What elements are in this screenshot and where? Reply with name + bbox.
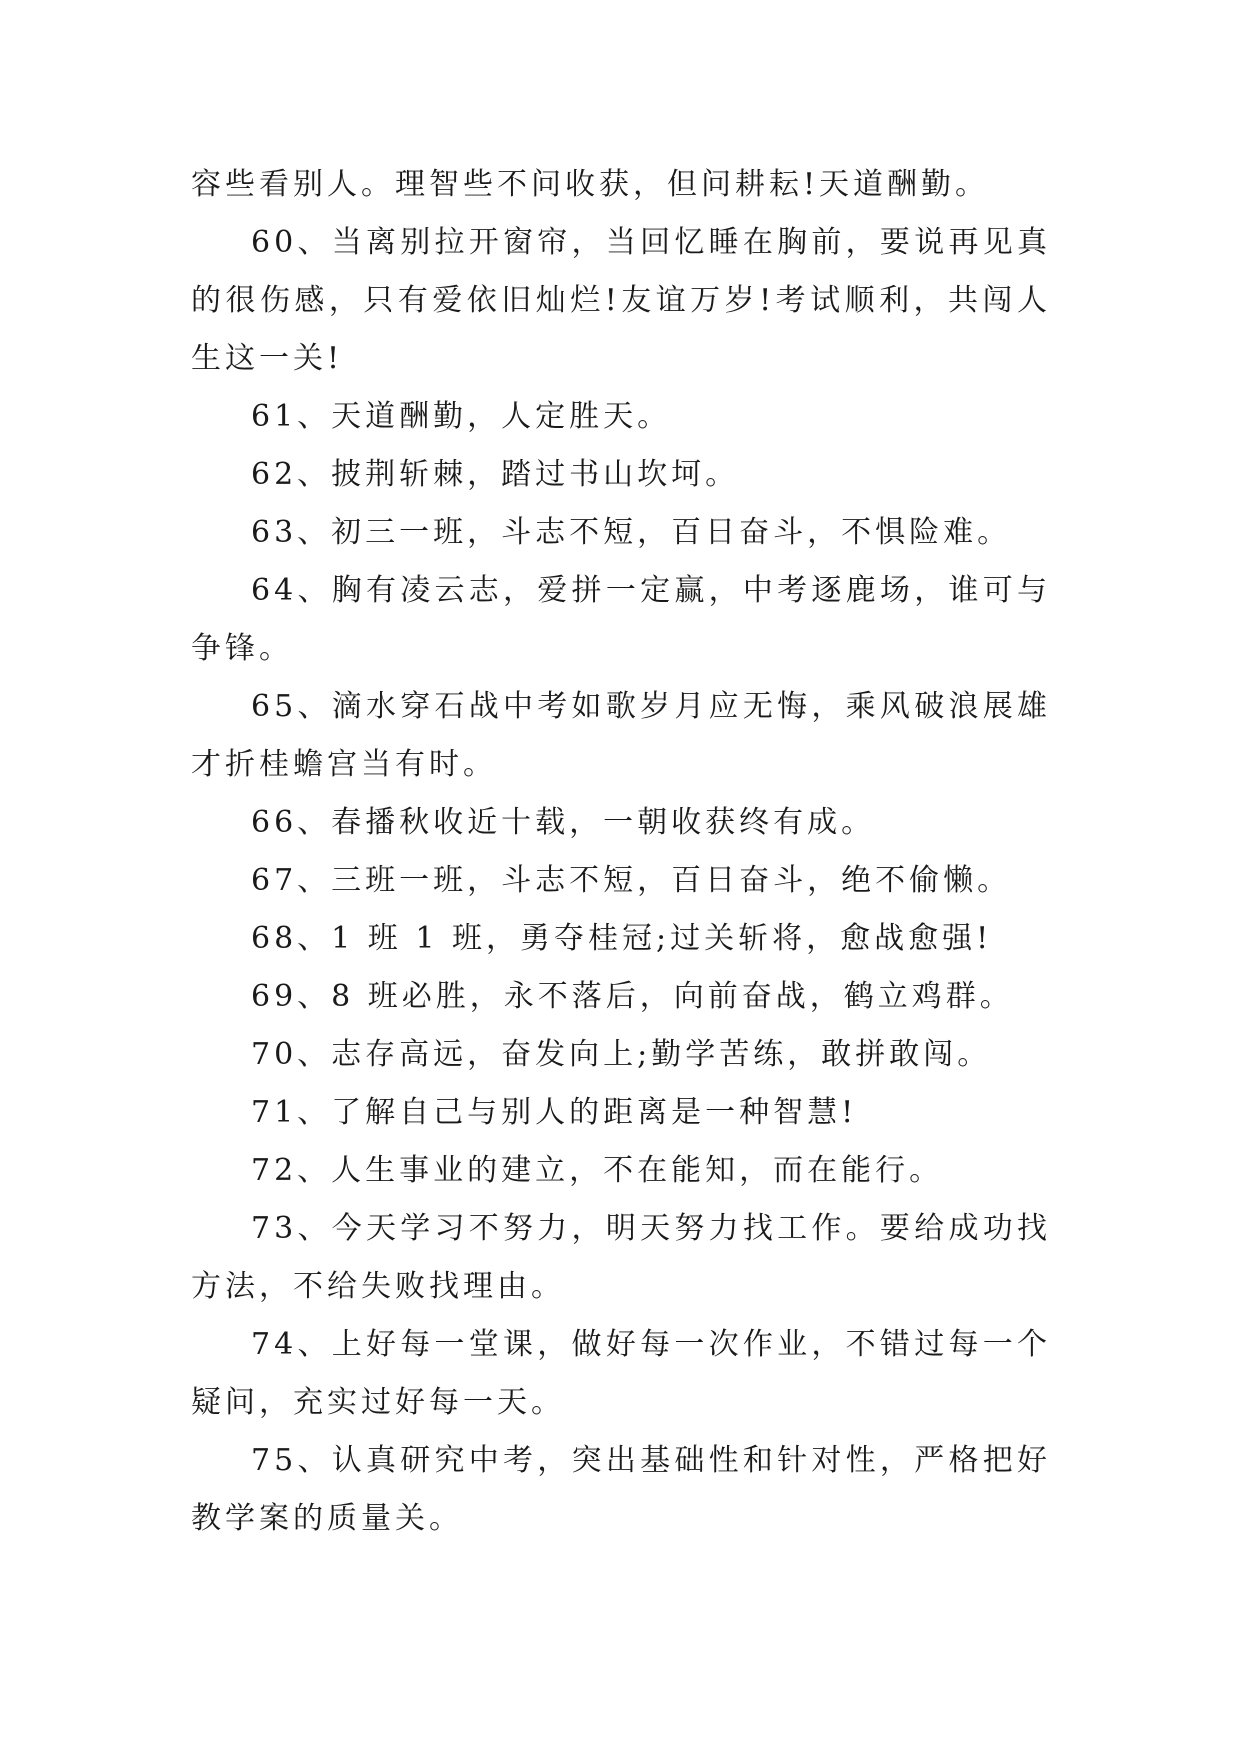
paragraph-63: 63、初三一班，斗志不短，百日奋斗，不惧险难。 bbox=[251, 515, 1012, 550]
paragraph-64: 64、胸有凌云志，爱拼一定赢，中考逐鹿场，谁可与争锋。 bbox=[191, 573, 1051, 666]
paragraph-69: 69、8 班必胜，永不落后，向前奋战，鹤立鸡群。 bbox=[251, 979, 1014, 1014]
paragraph-74: 74、上好每一堂课，做好每一次作业，不错过每一个疑问，充实过好每一天。 bbox=[191, 1327, 1051, 1420]
paragraph-62: 62、披荆斩棘，踏过书山坎坷。 bbox=[251, 457, 740, 492]
paragraph-71: 71、了解自己与别人的距离是一种智慧! bbox=[251, 1095, 858, 1130]
paragraph-75: 75、认真研究中考，突出基础性和针对性，严格把好教学案的质量关。 bbox=[191, 1443, 1051, 1536]
paragraph-65: 65、滴水穿石战中考如歌岁月应无悔，乘风破浪展雄才折桂蟾宫当有时。 bbox=[191, 689, 1051, 782]
paragraph-70: 70、志存高远，奋发向上;勤学苦练，敢拼敢闯。 bbox=[251, 1037, 992, 1072]
paragraph-73: 73、今天学习不努力，明天努力找工作。要给成功找方法，不给失败找理由。 bbox=[191, 1211, 1051, 1304]
paragraph-68: 68、1 班 1 班，勇夺桂冠;过关斩将，愈战愈强! bbox=[251, 921, 993, 956]
paragraph-66: 66、春播秋收近十载，一朝收获终有成。 bbox=[251, 805, 876, 840]
paragraph-continuation: 容些看别人。理智些不问收获，但问耕耘!天道酬勤。 bbox=[191, 167, 990, 202]
document-body bbox=[191, 156, 1051, 1548]
paragraph-72: 72、人生事业的建立，不在能知，而在能行。 bbox=[251, 1153, 944, 1188]
paragraph-61: 61、天道酬勤，人定胜天。 bbox=[251, 399, 672, 434]
paragraph-60: 60、当离别拉开窗帘，当回忆睡在胸前，要说再见真的很伤感，只有爱依旧灿烂!友谊万岁!考试顺利，共闯人生这一关! bbox=[191, 225, 1051, 376]
paragraph-67: 67、三班一班，斗志不短，百日奋斗，绝不偷懒。 bbox=[251, 863, 1012, 898]
